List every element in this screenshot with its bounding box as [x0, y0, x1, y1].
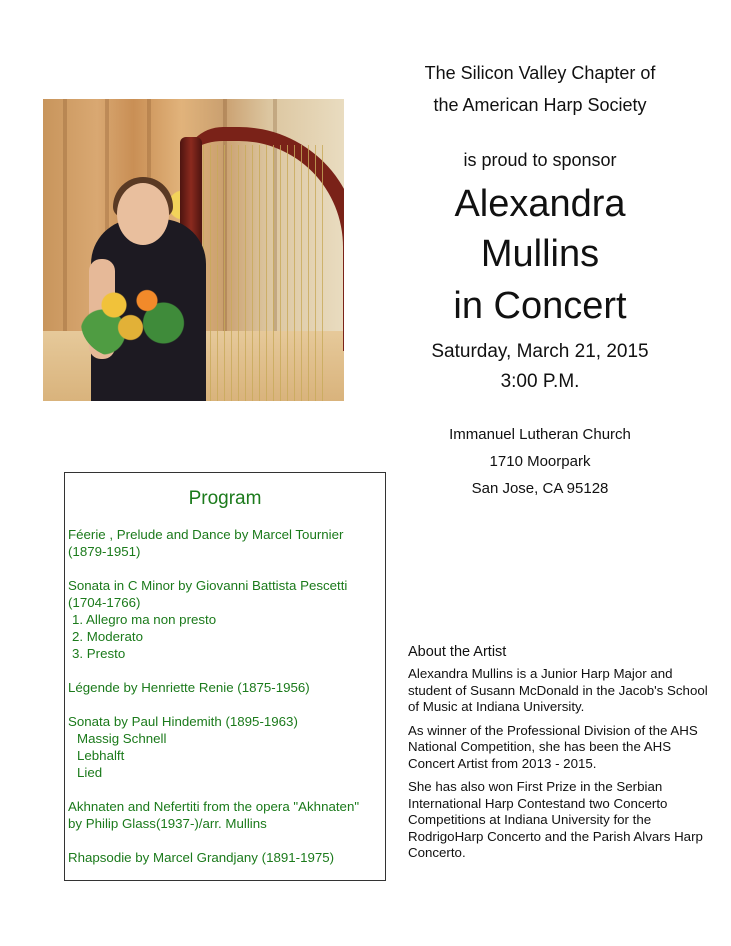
movement: 3. Presto: [72, 646, 126, 661]
program-item: [68, 577, 383, 662]
movement: 2. Moderato: [72, 629, 143, 644]
artist-photo: [43, 99, 344, 401]
program-item: [68, 526, 383, 560]
program-item-line: Féerie , Prelude and Dance by Marcel Tournier: [68, 527, 344, 542]
venue-name: Immanuel Lutheran Church: [449, 426, 631, 443]
movement: Lebhalft: [77, 748, 125, 763]
about-heading: About the Artist: [408, 644, 507, 660]
program-item-line: Sonata in C Minor by Giovanni Battista Pescetti: [68, 578, 348, 593]
about-paragraph: As winner of the Professional Division of the AHS National Competition, she has been the AHS Concert Artist from 2013 - 2015.: [408, 722, 698, 771]
proud-to-sponsor: is proud to sponsor: [463, 150, 617, 170]
program-item: [68, 713, 383, 781]
title-line-2: Mullins: [480, 233, 600, 275]
program-item-line: Légende by Henriette Renie (1875-1956): [68, 680, 310, 695]
program-item-line: (1704-1766): [68, 595, 141, 610]
program-item: [68, 679, 383, 696]
sponsor-line-1: The Silicon Valley Chapter of: [424, 63, 656, 83]
program-box: [64, 472, 386, 881]
program-item-line: (1879-1951): [68, 544, 141, 559]
concert-date: Saturday, March 21, 2015: [431, 341, 649, 362]
program-item: [68, 798, 383, 832]
program-heading: Program: [188, 488, 262, 509]
movement: Lied: [77, 765, 103, 780]
venue-street: 1710 Moorpark: [489, 453, 591, 470]
program-item: [68, 849, 383, 866]
about-section: [408, 643, 708, 869]
movement: Massig Schnell: [77, 731, 167, 746]
program-item-line: by Philip Glass(1937-)/arr. Mullins: [68, 816, 267, 831]
movement: 1. Allegro ma non presto: [72, 612, 217, 627]
concert-time: 3:00 P.M.: [500, 371, 580, 392]
about-paragraph: Alexandra Mullins is a Junior Harp Major and student of Susann McDonald in the Jacob's School of Music at Indiana University.: [408, 666, 708, 714]
about-paragraph: She has also won First Prize in the Serbian International Harp Contestand two Concerto Competitions at Indiana University for the RodrigoHarp Concerto and the Parish Alvars Harp Concerto.: [408, 779, 703, 860]
program-item-line: Sonata by Paul Hindemith (1895-1963): [68, 714, 298, 729]
program-item-line: Rhapsodie by Marcel Grandjany (1891-1975): [68, 850, 335, 865]
program-item-line: Akhnaten and Nefertiti from the opera "Akhnaten": [68, 799, 360, 814]
sponsor-line-2: the American Harp Society: [433, 95, 647, 115]
title-line-1: Alexandra: [454, 183, 626, 225]
title-line-3: in Concert: [453, 285, 627, 327]
venue-city: San Jose, CA 95128: [471, 480, 609, 497]
program-list: [68, 526, 383, 883]
